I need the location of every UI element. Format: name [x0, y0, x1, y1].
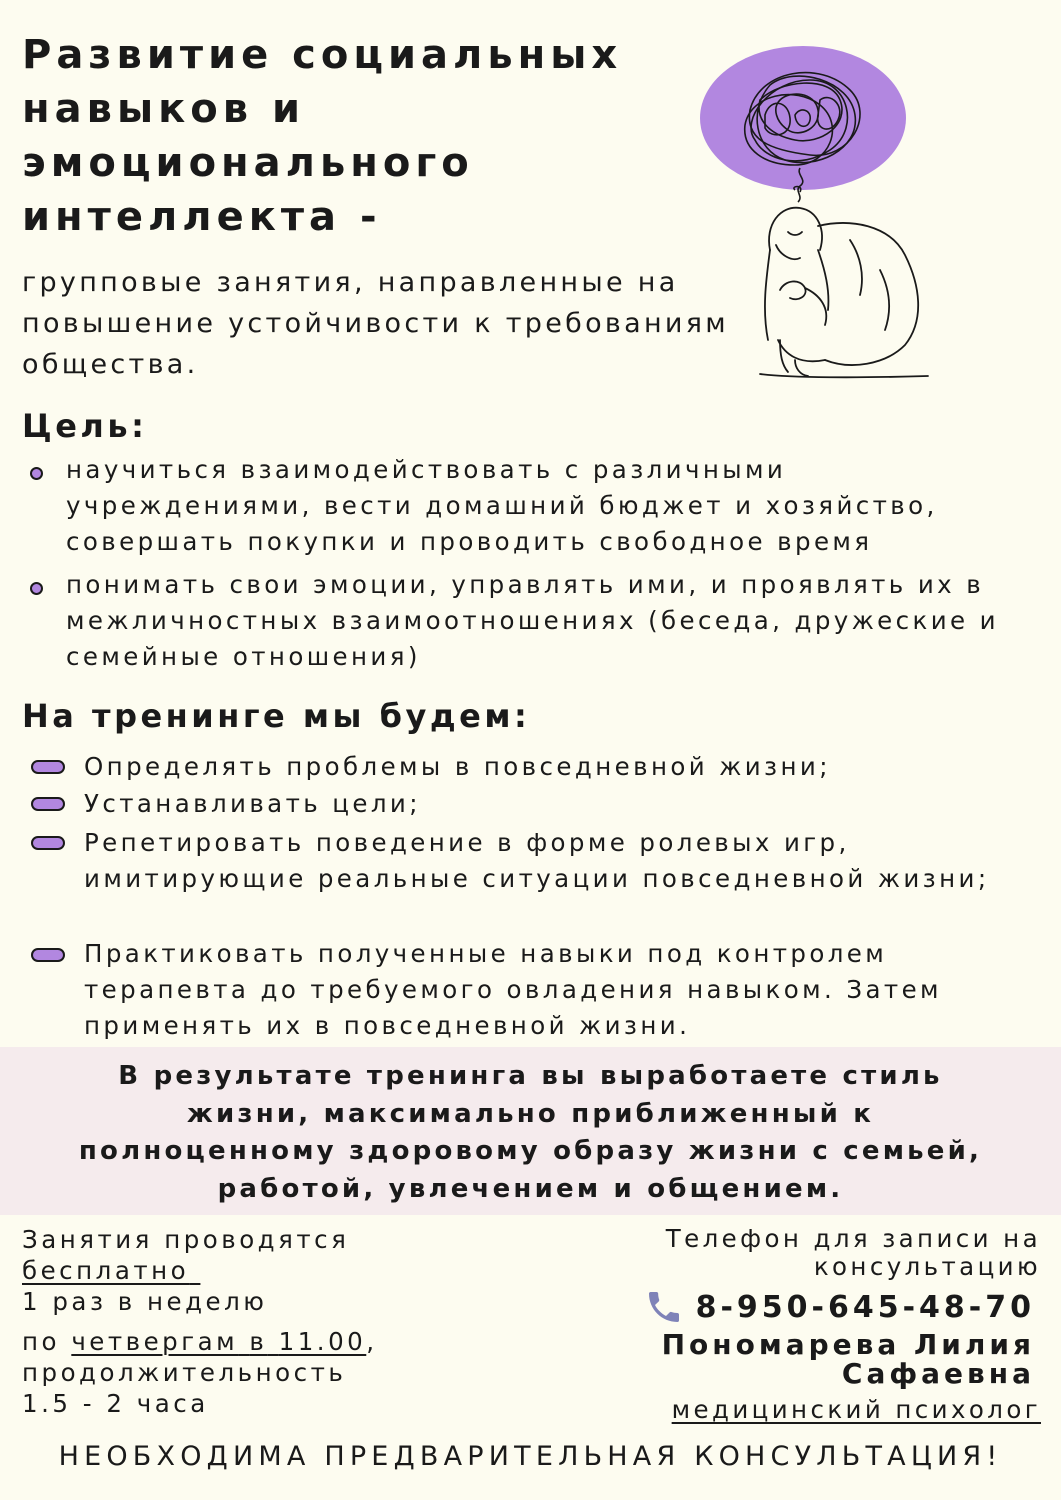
schedule-time: 11.00 [278, 1327, 367, 1356]
training-heading: На тренинге мы будем: [22, 697, 531, 735]
contact-label-line: консультацию [813, 1252, 1041, 1281]
phone-number[interactable]: 8-950-645-48-70 [695, 1289, 1035, 1325]
goal-item: научиться взаимодействовать с различными учреждениями, вести домашний бюджет и хозяйство, совершать покупки и проводить свободное время [66, 455, 938, 556]
contact-name-line: Сафаевна [841, 1357, 1035, 1390]
phone-row [644, 1287, 1035, 1327]
contact-label [666, 1225, 1041, 1281]
contact-name-line: Пономарева Лилия [661, 1328, 1035, 1361]
contact-label-line: Телефон для записи на [665, 1224, 1041, 1253]
schedule-on: по [22, 1327, 61, 1356]
page-title: Развитие социальных навыков и эмоционального интеллекта - [22, 32, 623, 240]
contact-name [662, 1330, 1035, 1388]
schedule-day: четвергам [71, 1327, 239, 1356]
footer-note: НЕОБХОДИМА ПРЕДВАРИТЕЛЬНАЯ КОНСУЛЬТАЦИЯ! [58, 1441, 1003, 1472]
training-item: Определять проблемы в повседневной жизни; [84, 752, 831, 781]
schedule-comma: , [366, 1327, 378, 1356]
training-item: Практиковать полученные навыки под контролем терапевта до требуемого овладения навыком. Затем применять их в повседневной жизни. [84, 939, 942, 1040]
training-item: Устанавливать цели; [84, 789, 421, 818]
goal-item: понимать свои эмоции, управлять ими, и проявлять их в межличностных взаимоотношениях (беседа, дружеские и семейные отношения) [66, 570, 1000, 671]
phone-icon [644, 1287, 684, 1327]
result-text: В результате тренинга вы выработаете стиль жизни, максимально приближенный к полноценному здоровому образу жизни с семьей, работой, увлечением и общением. [78, 1061, 983, 1204]
schedule-line: Занятия проводятся [22, 1225, 350, 1254]
bullet-dot-icon [30, 467, 43, 480]
bullet-pill-icon [31, 948, 65, 962]
goal-heading: Цель: [22, 407, 148, 445]
bullet-pill-icon [31, 760, 65, 774]
bullet-pill-icon [31, 836, 65, 850]
schedule-duration-label: продолжительность [22, 1358, 347, 1387]
schedule-frequency: 1 раз в неделю [22, 1287, 268, 1316]
subtitle: групповые занятия, направленные на повышение устойчивости к требованиям общества. [22, 267, 729, 380]
bullet-dot-icon [30, 582, 43, 595]
bullet-pill-icon [31, 797, 65, 811]
schedule-free: бесплатно [22, 1256, 190, 1285]
schedule-duration: 1.5 - 2 часа [22, 1389, 209, 1418]
anxious-person-illustration [700, 40, 1030, 385]
contact-role: медицинский психолог [671, 1395, 1041, 1424]
schedule-at: в [249, 1327, 268, 1356]
schedule-info [22, 1224, 378, 1419]
training-item: Репетировать поведение в форме ролевых игр, имитирующие реальные ситуации повседневной жизни; [84, 828, 990, 893]
